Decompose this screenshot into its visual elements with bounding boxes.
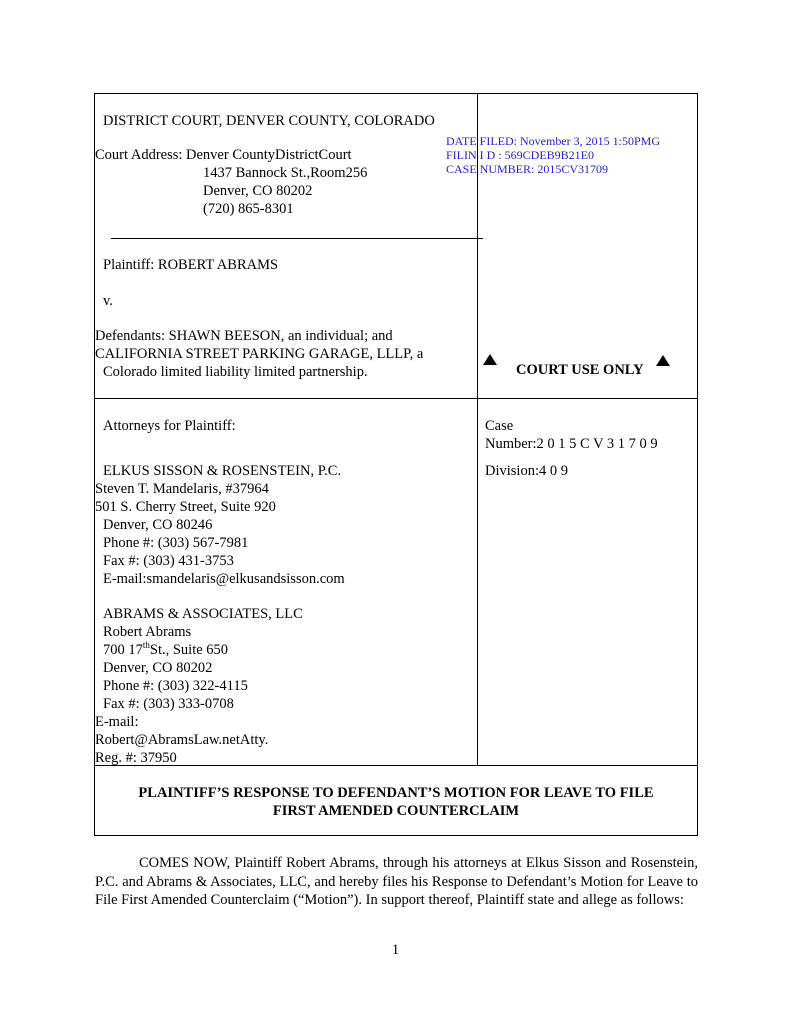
page-number: 1 — [391, 942, 400, 958]
division: Division:4 0 9 — [485, 463, 568, 479]
court-address-label: Court Address: Denver CountyDistrictCourt — [95, 147, 352, 163]
body-paragraph — [95, 854, 698, 910]
firm2-email-label: E-mail: — [95, 714, 139, 730]
firm2-attorney: Robert Abrams — [103, 624, 192, 640]
firm1-name: ELKUS SISSON & ROSENSTEIN, P.C. — [103, 463, 342, 479]
caption-divider-horizontal-2 — [94, 765, 698, 766]
caption-divider-horizontal-1 — [94, 398, 698, 399]
firm1-email: E-mail:smandelaris@elkusandsisson.com — [103, 571, 345, 587]
document-title-line2: FIRST AMENDED COUNTERCLAIM — [272, 803, 520, 819]
firm1-street: 501 S. Cherry Street, Suite 920 — [95, 499, 276, 515]
defendants-line2: CALIFORNIA STREET PARKING GARAGE, LLLP, a — [95, 346, 424, 362]
document-title-line1: PLAINTIFF’S RESPONSE TO DEFENDANT’S MOTION FOR LEAVE TO FILE — [138, 785, 654, 801]
triangle-right-icon — [656, 355, 670, 366]
court-address-line2: Denver, CO 80202 — [203, 183, 313, 199]
body-paragraph-text: COMES NOW, Plaintiff Robert Abrams, through his attorneys at Elkus Sisson and Rosenstein, P.C. and Abrams & Associates, LLC, and hereby files his Response to Defendant’s Motion for Leave to File First Amended Counterclaim (“Motion”). In support thereof, Plaintiff state and allege as follows: — [95, 855, 698, 908]
firm2-reg: Reg. #: 37950 — [95, 750, 177, 766]
filing-stamp-case-number: CASE NUMBER: 2015CV31709 — [446, 162, 609, 176]
court-name: DISTRICT COURT, DENVER COUNTY, COLORADO — [103, 113, 435, 129]
plaintiff-name: Plaintiff: ROBERT ABRAMS — [103, 257, 279, 273]
attorneys-heading: Attorneys for Plaintiff: — [103, 418, 236, 434]
defendants-line3: Colorado limited liability limited partnership. — [103, 364, 368, 380]
firm1-attorney: Steven T. Mandelaris, #37964 — [95, 481, 269, 497]
firm2-street-post: St., Suite 650 — [149, 642, 229, 658]
versus: v. — [103, 293, 113, 309]
triangle-left-icon — [483, 354, 497, 365]
firm2-city: Denver, CO 80202 — [103, 660, 213, 676]
firm1-fax: Fax #: (303) 431-3753 — [103, 553, 234, 569]
case-number: Number:2 0 1 5 C V 3 1 7 0 9 — [485, 436, 658, 452]
firm2-name: ABRAMS & ASSOCIATES, LLC — [103, 606, 303, 622]
firm1-phone: Phone #: (303) 567-7981 — [103, 535, 249, 551]
defendants-line1: Defendants: SHAWN BEESON, an individual; and — [95, 328, 393, 344]
case-label: Case — [485, 418, 514, 434]
filing-stamp-id: FILIN I D : 569CDEB9B21E0 — [446, 148, 594, 162]
court-use-only: COURT USE ONLY — [516, 362, 644, 378]
firm2-fax: Fax #: (303) 333-0708 — [103, 696, 234, 712]
firm1-city: Denver, CO 80246 — [103, 517, 213, 533]
firm2-email: Robert@AbramsLaw.netAtty. — [95, 732, 269, 748]
caption-rule — [111, 238, 483, 239]
court-phone: (720) 865-8301 — [203, 201, 294, 217]
caption-divider-vertical — [477, 93, 478, 765]
firm2-street-pre: 700 17 — [103, 642, 143, 658]
filing-stamp-date: DATE FILED: November 3, 2015 1:50PMG — [446, 134, 660, 148]
firm2-street-sup: th — [142, 640, 150, 650]
firm2-street — [103, 641, 228, 659]
court-address-line1: 1437 Bannock St.,Room256 — [203, 165, 368, 181]
firm2-phone: Phone #: (303) 322-4115 — [103, 678, 248, 694]
